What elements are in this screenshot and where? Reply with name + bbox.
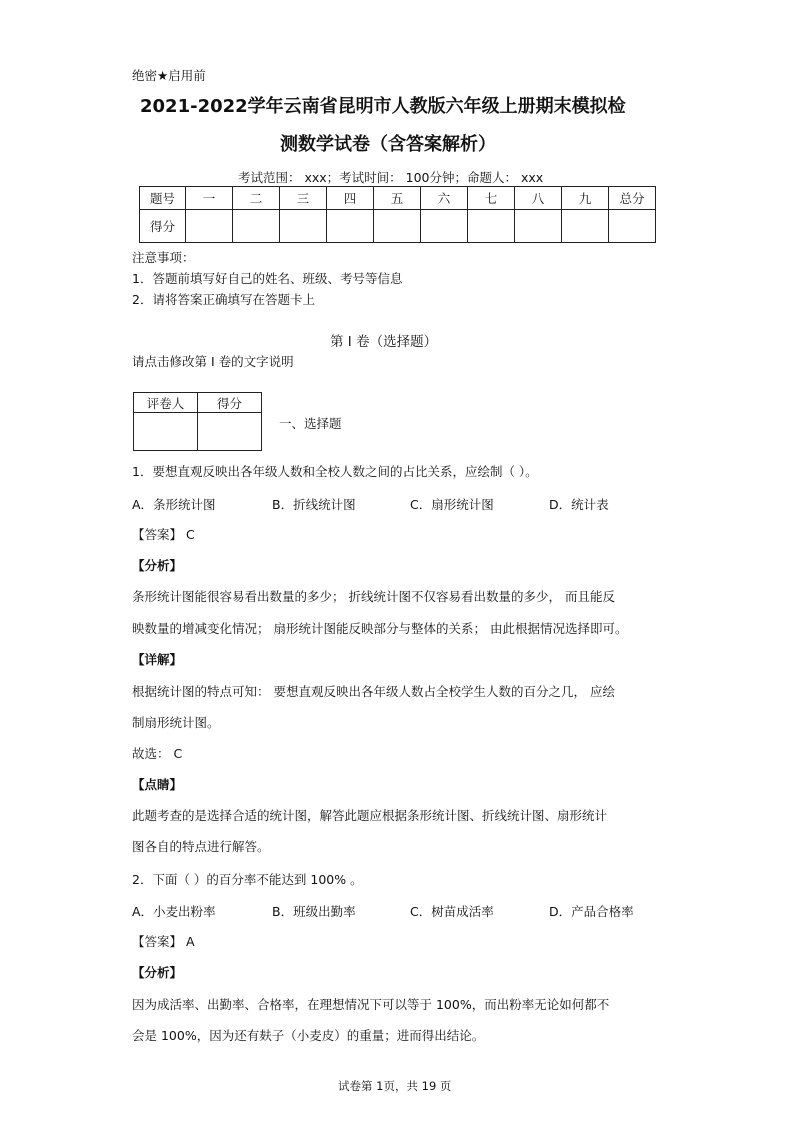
score-header-cell: 一	[186, 187, 233, 210]
question-text: 1．要想直观反映出各年级人数和全校人数之间的占比关系，应绘制（ ）。	[132, 464, 538, 479]
option-b: B．班级出勤率	[272, 904, 356, 919]
option-d: D．产品合格率	[549, 904, 634, 919]
score-header-cell: 三	[280, 187, 327, 210]
section-title: 第 I 卷（选择题）	[330, 334, 438, 350]
score-cell	[421, 210, 468, 243]
score-cell	[233, 210, 280, 243]
tip-heading: 【点睛】	[132, 777, 183, 792]
notes-item: 1．答题前填写好自己的姓名、班级、考号等信息	[132, 271, 403, 286]
score-header-cell: 五	[374, 187, 421, 210]
choice-line: 故选： C	[132, 746, 183, 761]
exam-info: 考试范围： xxx；考试时间： 100分钟；命题人： xxx	[238, 170, 544, 185]
section-description: 请点击修改第 I 卷的文字说明	[132, 354, 294, 369]
option-c: C．扇形统计图	[410, 497, 494, 512]
option-a: A．条形统计图	[132, 497, 216, 512]
grader-header-cell: 得分	[198, 393, 262, 413]
confidential-label: 绝密★启用前	[132, 68, 206, 83]
option-a: A．小麦出粉率	[132, 904, 216, 919]
answer-line: 【答案】 C	[132, 527, 195, 542]
notes-heading: 注意事项：	[132, 250, 195, 265]
option-b: B．折线统计图	[272, 497, 356, 512]
score-header-cell: 总分	[609, 187, 656, 210]
score-cell	[515, 210, 562, 243]
answer-line: 【答案】 A	[132, 934, 195, 949]
score-row-label: 得分	[140, 210, 186, 243]
detail-text: 制扇形统计图。	[132, 715, 220, 730]
score-cell	[609, 210, 656, 243]
analysis-heading: 【分析】	[132, 558, 183, 573]
score-cell	[562, 210, 609, 243]
tip-text: 此题考查的是选择合适的统计图，解答此题应根据条形统计图、折线统计图、扇形统计	[132, 808, 608, 823]
question-text: 2．下面（ ）的百分率不能达到 100% 。	[132, 872, 363, 887]
option-d: D．统计表	[549, 497, 609, 512]
score-cell	[186, 210, 233, 243]
detail-text: 根据统计图的特点可知： 要想直观反映出各年级人数占全校学生人数的百分之几， 应绘	[132, 684, 615, 699]
analysis-heading: 【分析】	[132, 965, 183, 980]
analysis-text: 映数量的增减变化情况； 扇形统计图能反映部分与整体的关系； 由此根据情况选择即可。	[132, 621, 628, 636]
grader-table	[133, 392, 262, 451]
score-table	[139, 186, 656, 243]
page-footer: 试卷第 1页，共 19 页	[338, 1079, 452, 1093]
score-cell	[280, 210, 327, 243]
grader-cell	[198, 413, 262, 451]
exam-title-line1: 2021-2022学年云南省昆明市人教版六年级上册期末模拟检	[140, 96, 626, 117]
option-c: C．树苗成活率	[410, 904, 494, 919]
analysis-text: 条形统计图能很容易看出数量的多少； 折线统计图不仅容易看出数量的多少， 而且能反	[132, 589, 615, 604]
score-cell	[327, 210, 374, 243]
detail-heading: 【详解】	[132, 652, 183, 667]
score-cell	[468, 210, 515, 243]
score-header-cell: 七	[468, 187, 515, 210]
score-header-cell: 八	[515, 187, 562, 210]
analysis-text: 因为成活率、出勤率、合格率，在理想情况下可以等于 100%，而出粉率无论如何都不	[132, 997, 610, 1012]
score-cell	[374, 210, 421, 243]
part-label: 一、选择题	[279, 416, 342, 431]
analysis-text: 会是 100%，因为还有麸子（小麦皮）的重量；进而得出结论。	[132, 1028, 485, 1043]
notes-item: 2．请将答案正确填写在答题卡上	[132, 292, 315, 307]
grader-cell	[134, 413, 198, 451]
score-header-cell: 二	[233, 187, 280, 210]
score-header-cell: 题号	[140, 187, 186, 210]
score-header-cell: 四	[327, 187, 374, 210]
grader-header-cell: 评卷人	[134, 393, 198, 413]
score-header-cell: 九	[562, 187, 609, 210]
exam-title-line2: 测数学试卷（含答案解析）	[280, 134, 496, 155]
tip-text: 图各自的特点进行解答。	[132, 839, 270, 854]
score-header-cell: 六	[421, 187, 468, 210]
